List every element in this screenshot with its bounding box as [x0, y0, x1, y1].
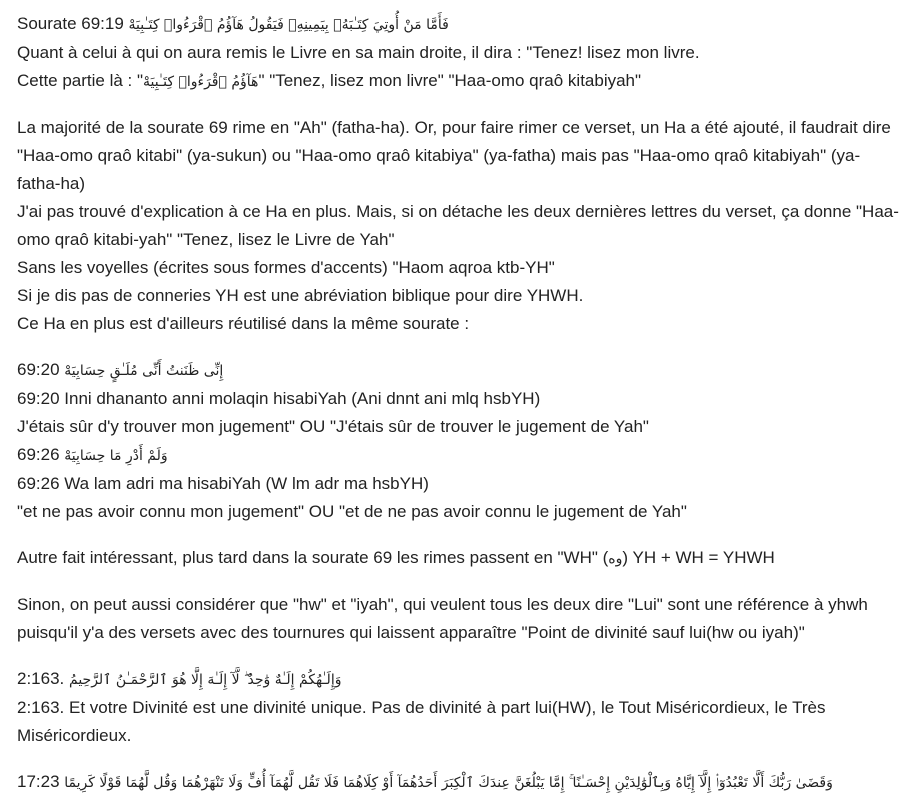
- verse-69-20-transliteration: 69:20 Inni dhananto anni molaqin hisabiYah (Ani dnnt ani mlq hsbYH): [17, 389, 541, 408]
- paragraph-hw-iyah: Sinon, on peut aussi considérer que "hw" et "iyah", qui veulent tous les deux dire "Lui" sont une référence à yhwh puisqu'il y'a des versets avec des tournures qui laissent apparaître "Point de divinité sauf lui(hw ou iyah)": [17, 595, 868, 642]
- vowel-line: Sans les voyelles (écrites sous formes d'accents) "Haom aqroa ktb-YH": [17, 258, 555, 277]
- verse-69-20-arabic-line: [17, 356, 910, 385]
- arabic-verse-text: وَإِلَـٰهُكُمْ إِلَـٰهٌ وَٰحِدٌ ۖ لَّآ إِلَـٰهَ إِلَّا هُوَ ٱلرَّحْمَـٰنُ ٱلرَّحِيمُ: [69, 672, 342, 688]
- verse-ref: 69:26: [17, 445, 65, 464]
- verse-ref: 17:23: [17, 772, 65, 791]
- paragraph-wh-rhyme: [17, 544, 910, 573]
- paragraph-rhyme-analysis: [17, 114, 910, 338]
- verse-ref: 69:20: [17, 360, 65, 379]
- verse-17-23-arabic-line: [17, 768, 910, 797]
- paragraph-verses-69-20-26: [17, 356, 910, 526]
- paragraph-verse-2-163: [17, 665, 910, 750]
- arabic-verse-text: إِنِّى ظَنَنتُ أَنِّى مُلَـٰقٍ حِسَابِيَهْ: [64, 363, 224, 379]
- arabic-letters: وه: [608, 551, 623, 567]
- verse-69-19-arabic-line: [17, 10, 910, 39]
- highlight-prefix: Cette partie là : ": [17, 71, 144, 90]
- verse-69-26-transliteration: 69:26 Wa lam adri ma hisabiYah (W lm adr ma hsbYH): [17, 474, 429, 493]
- verse-69-26-arabic-line: [17, 441, 910, 470]
- verse-2-163-translation: 2:163. Et votre Divinité est une divinité unique. Pas de divinité à part lui(HW), le Tout Miséricordieux, le Très Miséricordieux.: [17, 698, 826, 745]
- verse-69-20-translation: J'étais sûr d'y trouver mon jugement" OU "J'étais sûr de trouver le jugement de Yah": [17, 417, 649, 436]
- verse-ref: Sourate 69:19: [17, 14, 129, 33]
- wh-suffix: ) YH + WH = YHWH: [622, 548, 775, 567]
- rhyme-analysis-text: La majorité de la sourate 69 rime en "Ah" (fatha-ha). Or, pour faire rimer ce verset, un Ha a été ajouté, il faudrait dire "Haa-omo qraô kitabi" (ya-sukun) ou "Haa-omo qraô kitabiya" (ya-fatha) mais pas "Haa-omo qraô kitabiyah" (ya-fatha-ha): [17, 118, 891, 193]
- arabic-phrase: هَآؤُمُ ٱقْرَءُوا۟ كِتَـٰبِيَهْ: [143, 74, 259, 90]
- arabic-verse-text: فَأَمَّا مَنْ أُوتِيَ كِتَـٰبَهُۥ بِيَمِينِهِۦ فَيَقُولُ هَآؤُمُ ٱقْرَءُوا۟ كِتَـٰبِيَهْ: [128, 17, 449, 33]
- verse-69-19-highlight: [17, 67, 910, 96]
- paragraph-verse-69-19: [17, 10, 910, 96]
- explanation-line: J'ai pas trouvé d'explication à ce Ha en plus. Mais, si on détache les deux dernières lettres du verset, ça donne "Haa-omo qraô kitabi-yah" "Tenez, lisez le Livre de Yah": [17, 202, 899, 249]
- reuse-line: Ce Ha en plus est d'ailleurs réutilisé dans la même sourate :: [17, 314, 470, 333]
- arabic-verse-text: وَقَضَىٰ رَبُّكَ أَلَّا تَعْبُدُوٓا۟ إِلَّآ إِيَّاهُ وَبِٱلْوَٰلِدَيْنِ إِحْسَـٰنًا ۚ إِمَّا يَبْلُغَنَّ عِندَكَ ٱلْكِبَرَ أَحَدُهُمَآ أَوْ كِلَاهُمَا فَلَا تَقُل لَّهُمَآ أُفٍّ وَلَا تَنْهَرْهُمَا وَقُل لَّهُمَا قَوْلًا كَرِيمًا: [64, 775, 833, 791]
- verse-69-19-translation: Quant à celui à qui on aura remis le Livre en sa main droite, il dira : "Tenez! lisez mon livre.: [17, 43, 700, 62]
- arabic-verse-text: وَلَمْ أَدْرِ مَا حِسَابِيَهْ: [64, 448, 168, 464]
- verse-2-163-arabic-line: [17, 665, 910, 694]
- abbreviation-line: Si je dis pas de conneries YH est une abréviation biblique pour dire YHWH.: [17, 286, 584, 305]
- verse-ref: 2:163.: [17, 669, 69, 688]
- highlight-suffix: " "Tenez, lisez mon livre" "Haa-omo qraô kitabiyah": [258, 71, 642, 90]
- verse-69-26-translation: "et ne pas avoir connu mon jugement" OU "et de ne pas avoir connu le jugement de Yah": [17, 502, 687, 521]
- wh-prefix: Autre fait intéressant, plus tard dans la sourate 69 les rimes passent en "WH" (: [17, 548, 609, 567]
